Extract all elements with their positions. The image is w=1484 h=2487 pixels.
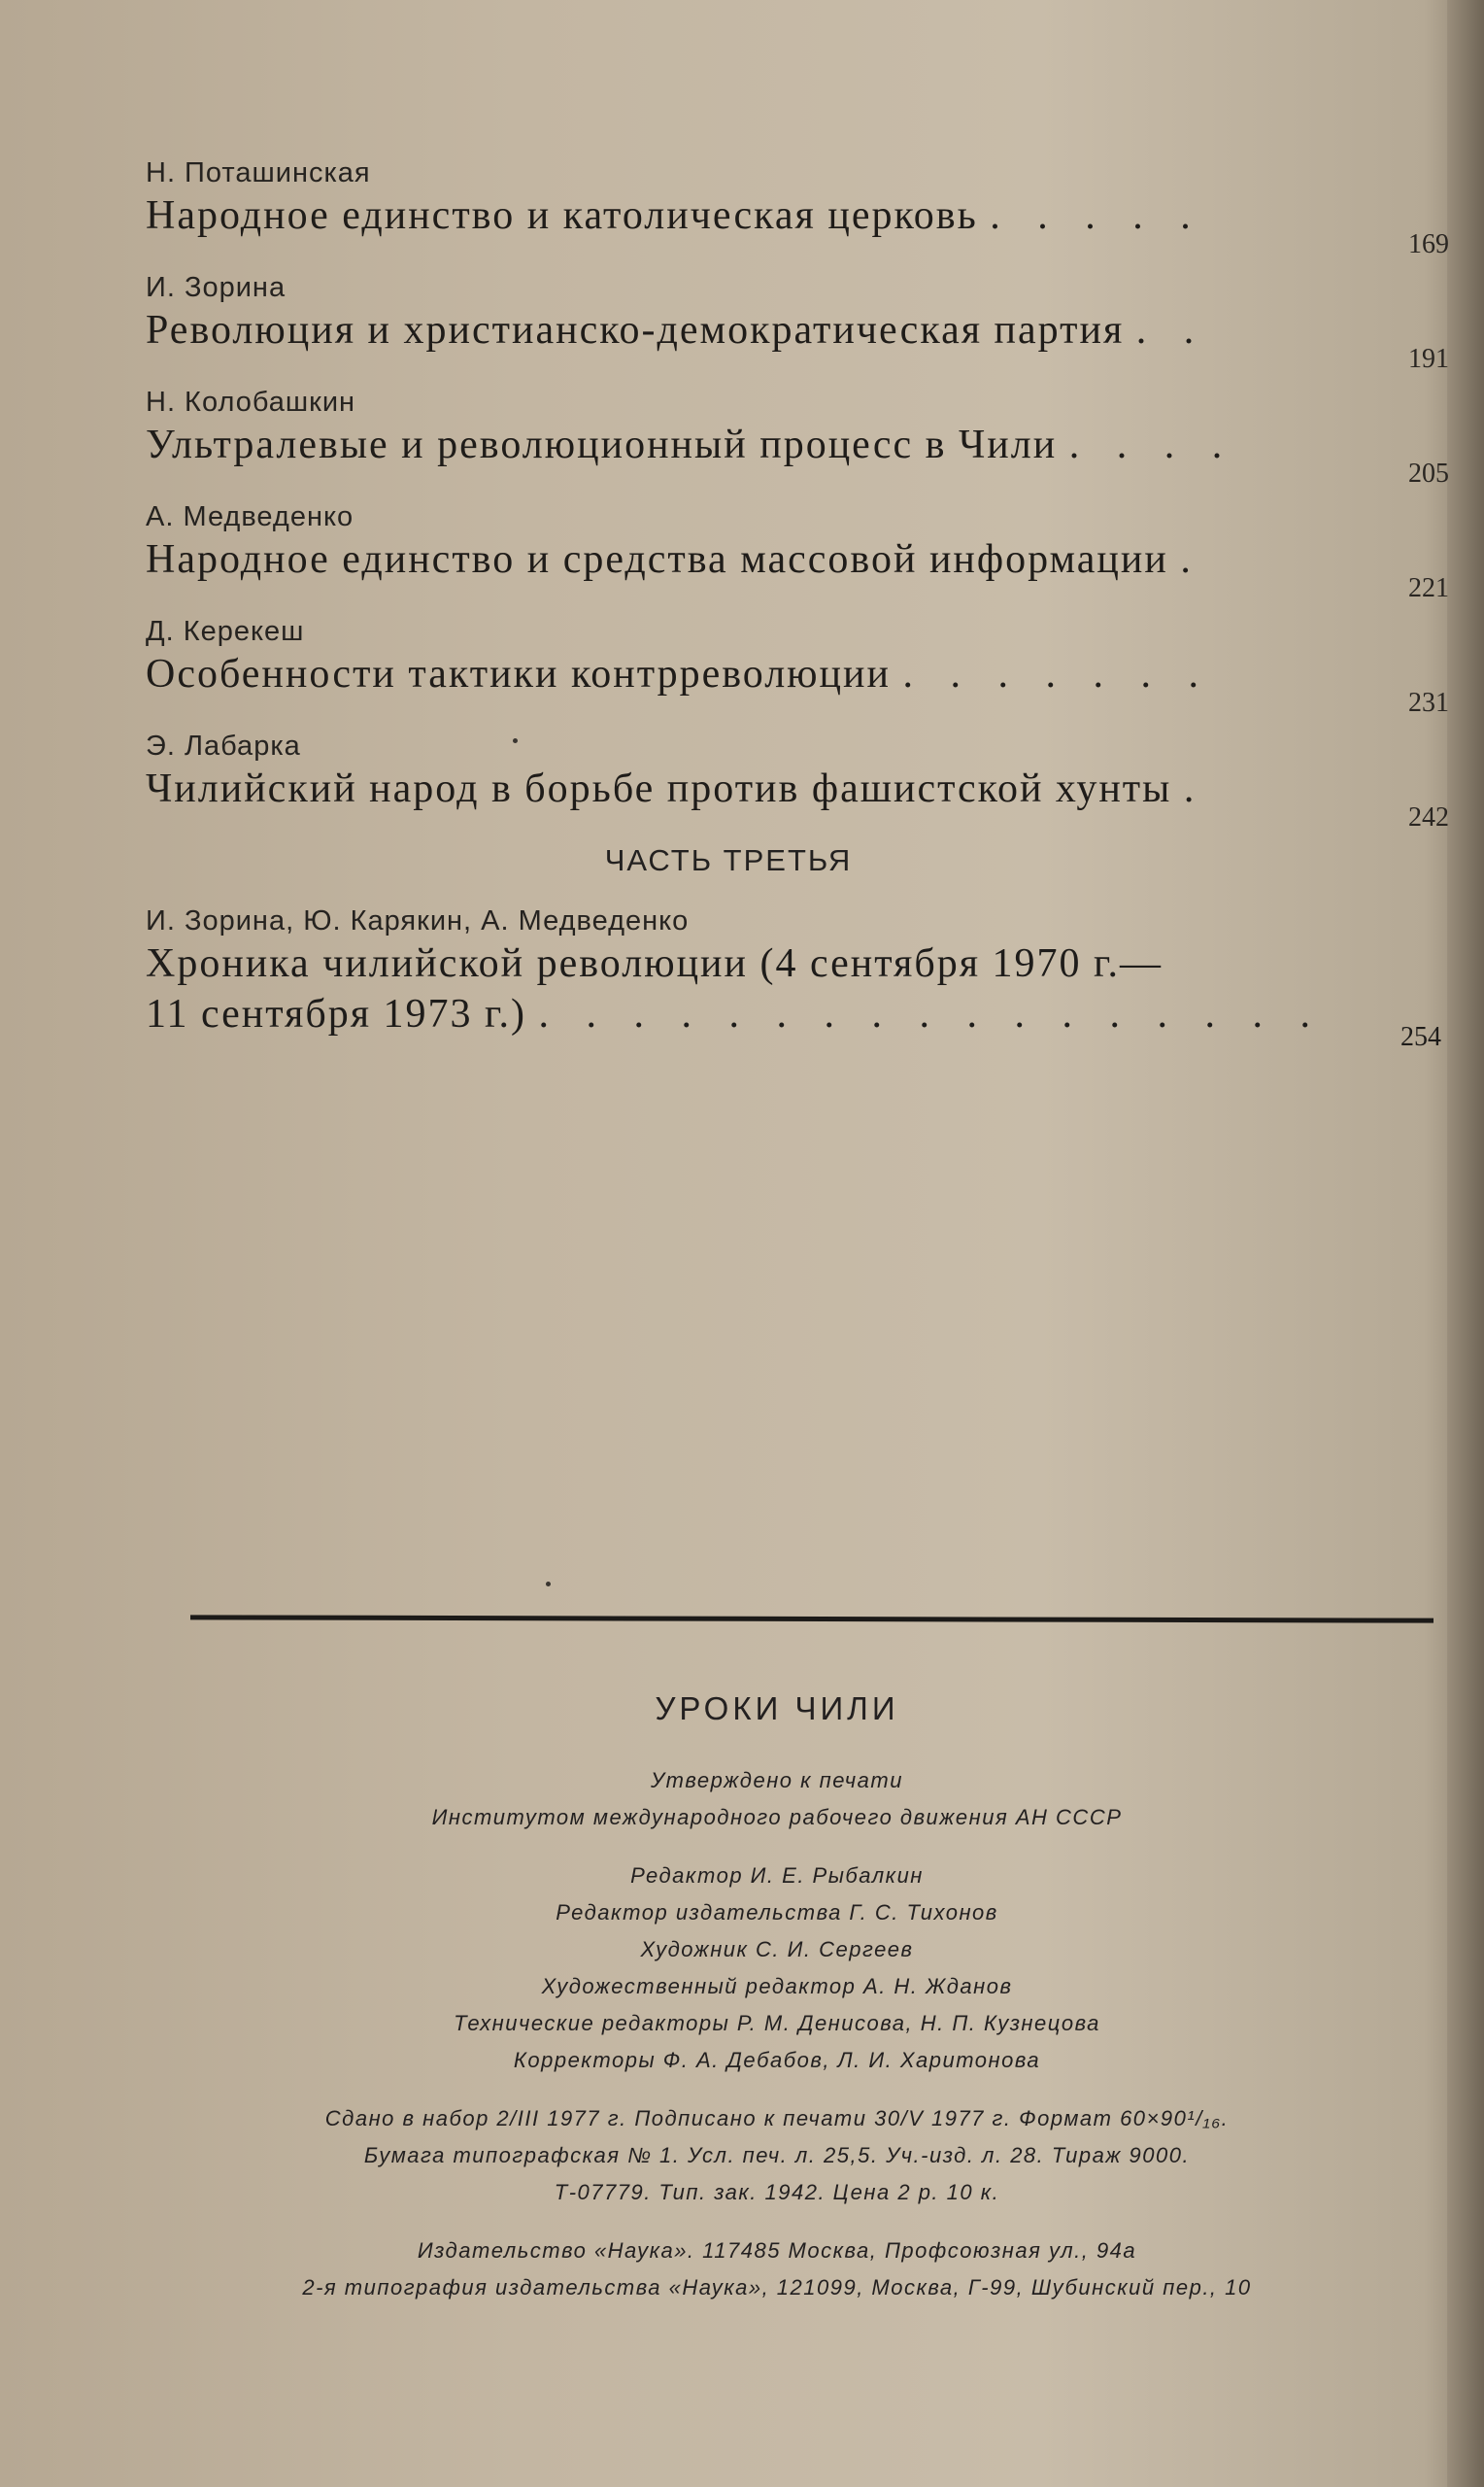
toc-page-number: 205 (1408, 459, 1449, 489)
publisher-line: Издательство «Наука». 117485 Москва, Профсоюзная ул., 94а (417, 2238, 1137, 2263)
toc-title: Ультралевые и революционный процесс в Чили (146, 423, 1058, 467)
toc-author: Э. Лабарка (146, 731, 301, 762)
toc-entry (146, 155, 1449, 259)
toc-entry (146, 270, 1449, 374)
toc-author: Н. Колобашкин (146, 387, 356, 418)
toc-dots: . (1180, 537, 1204, 582)
toc-page-number: 169 (1408, 229, 1449, 259)
toc-title: Революция и христианско-демократическая партия (146, 308, 1125, 353)
toc-title-line-1: Хроника чилийской революции (4 сентября 1970 г.— (146, 941, 1164, 986)
print-details-line: Бумага типографская № 1. Усл. печ. л. 25,5. Уч.-изд. л. 28. Тираж 9000. (363, 2143, 1191, 2167)
approval-institute: Институтом международного рабочего движения АН СССР (431, 1805, 1123, 1829)
toc-dots: . . . . . . . (902, 652, 1212, 697)
toc-title: Чилийский народ в борьбе против фашистской хунты (146, 767, 1172, 811)
table-of-contents (146, 155, 1447, 1063)
toc-dots: . . . . (1068, 423, 1236, 467)
toc-title: Народное единство и средства массовой информации (146, 537, 1168, 582)
credit-line: Художественный редактор А. Н. Жданов (541, 1974, 1013, 1998)
approval-line: Утверждено к печати (651, 1768, 903, 1792)
printer-line: 2-я типография издательства «Наука», 121099, Москва, Г-99, Шубинский пер., 10 (302, 2275, 1252, 2300)
toc-author: Д. Керекеш (146, 616, 305, 647)
ink-speck (546, 1582, 551, 1586)
colophon (146, 1690, 1408, 2306)
toc-entry (146, 614, 1449, 718)
credit-line: Редактор И. Е. Рыбалкин (630, 1863, 924, 1888)
toc-title-line-2: 11 сентября 1973 г.) (146, 992, 526, 1037)
toc-page-number: 254 (1400, 1022, 1441, 1052)
toc-title: Народное единство и католическая церковь (146, 193, 978, 238)
divider-rule (190, 1615, 1433, 1622)
toc-entry (146, 385, 1449, 489)
toc-entry-chronicle (146, 903, 1447, 1052)
credit-line: Технические редакторы Р. М. Денисова, Н. П. Кузнецова (454, 2011, 1100, 2035)
toc-page-number: 231 (1408, 688, 1449, 718)
book-title: УРОКИ ЧИЛИ (655, 1690, 899, 1726)
toc-dots: . . . . . . . . . . . . . . . . . (538, 992, 1324, 1037)
toc-title: Особенности тактики контрреволюции (146, 652, 891, 697)
credit-line: Художник С. И. Сергеев (640, 1937, 914, 1961)
ink-speck (513, 738, 518, 743)
toc-author: Н. Поташинская (146, 157, 371, 188)
toc-dots: . . . . . (990, 193, 1204, 238)
toc-author: И. Зорина (146, 272, 287, 303)
credit-line: Корректоры Ф. А. Дебабов, Л. И. Харитонова (513, 2048, 1041, 2072)
credit-line: Редактор издательства Г. С. Тихонов (556, 1900, 998, 1925)
toc-dots: . . (1135, 308, 1208, 353)
toc-entry (146, 729, 1449, 833)
toc-author: И. Зорина, Ю. Карякин, А. Медведенко (146, 905, 690, 937)
book-spine-edge (1447, 0, 1484, 2487)
toc-dots: . (1183, 767, 1208, 811)
toc-page-number: 242 (1408, 802, 1449, 833)
toc-entry (146, 499, 1449, 603)
print-details-line: Сдано в набор 2/III 1977 г. Подписано к печати 30/V 1977 г. Формат 60×90¹/₁₆. (324, 2106, 1230, 2130)
toc-page-number: 221 (1408, 573, 1449, 603)
toc-page-number: 191 (1408, 344, 1449, 374)
print-details-line: Т-07779. Тип. зак. 1942. Цена 2 р. 10 к. (554, 2180, 1000, 2204)
part-heading: ЧАСТЬ ТРЕТЬЯ (604, 843, 853, 877)
toc-author: А. Медведенко (146, 501, 354, 532)
